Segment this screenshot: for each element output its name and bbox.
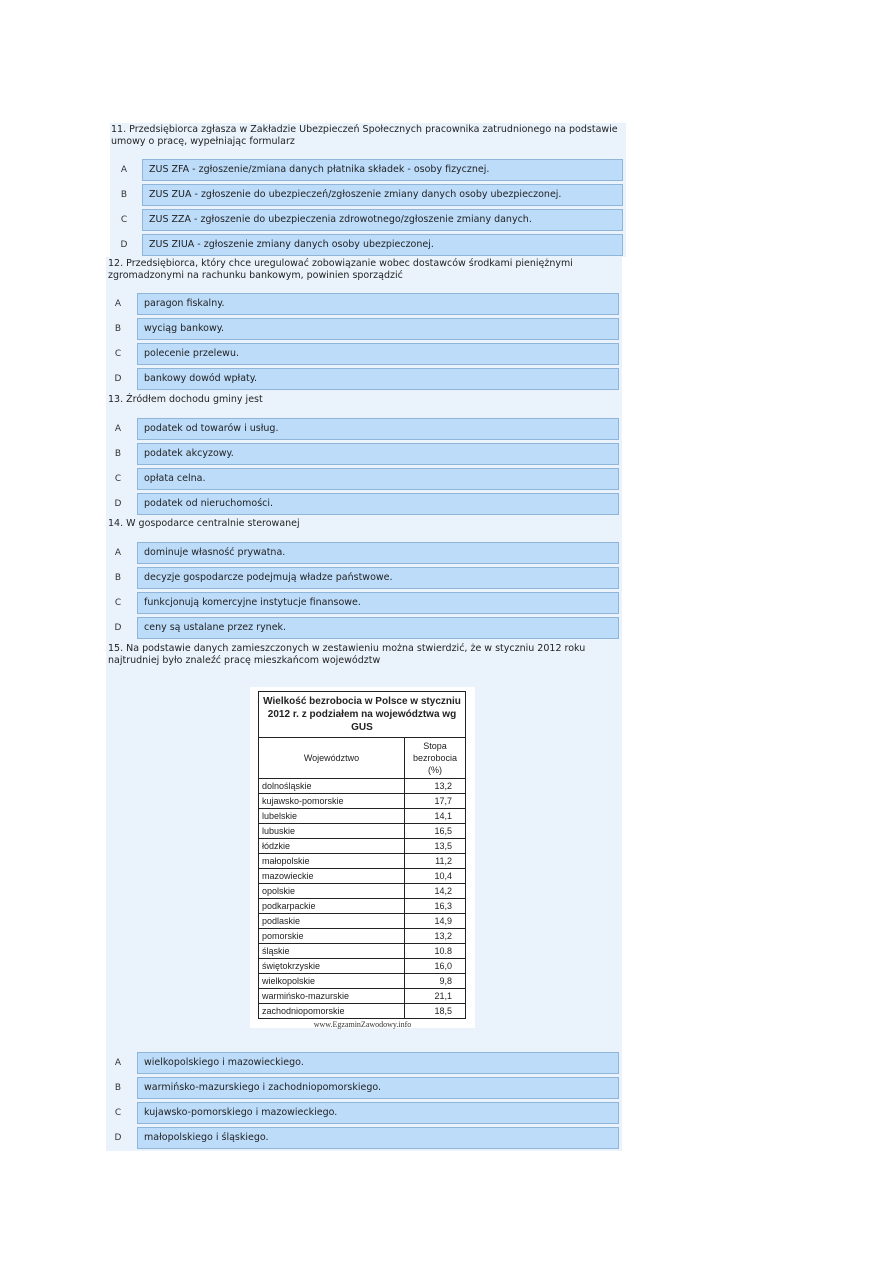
option-text: paragon fiskalny. [137, 293, 619, 315]
table-cell-region: śląskie [259, 944, 405, 959]
table-row [259, 974, 466, 989]
table-row [259, 809, 466, 824]
table-cell-region: podkarpackie [259, 899, 405, 914]
table-cell-region: mazowieckie [259, 869, 405, 884]
question-15-option-c[interactable] [108, 1102, 619, 1124]
question-12-option-a[interactable] [108, 293, 619, 315]
option-letter: B [120, 190, 128, 200]
question-12-option-d[interactable] [108, 368, 619, 390]
option-text: ZUS ZIUA - zgłoszenie zmiany danych osoby ubezpieczonej. [142, 234, 623, 256]
table-cell-rate: 16,3 [405, 899, 466, 914]
table-header-region: Województwo [259, 738, 405, 779]
option-text: wyciąg bankowy. [137, 318, 619, 340]
option-letter: A [120, 165, 128, 175]
table-row [259, 959, 466, 974]
option-text: funkcjonują komercyjne instytucje finansowe. [137, 592, 619, 614]
table-row [259, 779, 466, 794]
table-header-rate: Stopa bezrobocia (%) [405, 738, 466, 779]
table-cell-region: podlaskie [259, 914, 405, 929]
unemployment-table [258, 691, 466, 1019]
option-letter: A [114, 1058, 122, 1068]
question-12-text: 12. Przedsiębiorca, który chce uregulować zobowiązanie wobec dostawców środkami pieniężnymi zgromadzonymi na rachunku bankowym, powinien sporządzić [108, 258, 573, 281]
option-letter: D [114, 374, 122, 384]
question-11-option-d[interactable] [114, 234, 623, 256]
option-letter: C [114, 598, 122, 608]
table-title: Wielkość bezrobocia w Polsce w styczniu 2012 r. z podziałem na województwa wg GUS [259, 692, 466, 738]
option-text: warmińsko-mazurskiego i zachodniopomorskiego. [137, 1077, 619, 1099]
table-cell-region: dolnośląskie [259, 779, 405, 794]
option-letter: D [114, 1133, 122, 1143]
table-cell-rate: 14,9 [405, 914, 466, 929]
option-text: kujawsko-pomorskiego i mazowieckiego. [137, 1102, 619, 1124]
option-text: bankowy dowód wpłaty. [137, 368, 619, 390]
question-11-text: 11. Przedsiębiorca zgłasza w Zakładzie Ubezpieczeń Społecznych pracownika zatrudnionego na podstawie umowy o pracę, wypełniając formularz [111, 124, 618, 147]
question-13-option-a[interactable] [108, 418, 619, 440]
option-text: podatek od towarów i usług. [137, 418, 619, 440]
option-text: ZUS ZFA - zgłoszenie/zmiana danych płatnika składek - osoby fizycznej. [142, 159, 623, 181]
option-letter: B [114, 573, 122, 583]
option-text: decyzje gospodarcze podejmują władze państwowe. [137, 567, 619, 589]
option-letter: C [114, 349, 122, 359]
table-cell-rate: 13,5 [405, 839, 466, 854]
option-letter: C [114, 1108, 122, 1118]
option-text: ZUS ZUA - zgłoszenie do ubezpieczeń/zgłoszenie zmiany danych osoby ubezpieczonej. [142, 184, 623, 206]
table-cell-rate: 14,2 [405, 884, 466, 899]
option-text: podatek od nieruchomości. [137, 493, 619, 515]
table-row [259, 914, 466, 929]
table-row [259, 944, 466, 959]
table-cell-rate: 14,1 [405, 809, 466, 824]
question-14-option-c[interactable] [108, 592, 619, 614]
option-letter: B [114, 324, 122, 334]
question-12-option-c[interactable] [108, 343, 619, 365]
table-row [259, 899, 466, 914]
unemployment-table-figure [250, 687, 475, 1028]
table-row [259, 884, 466, 899]
table-cell-rate: 9,8 [405, 974, 466, 989]
option-letter: B [114, 1083, 122, 1093]
option-letter: A [114, 548, 122, 558]
question-14-text: 14. W gospodarce centralnie sterowanej [108, 518, 300, 529]
question-11-option-a[interactable] [114, 159, 623, 181]
table-cell-region: pomorskie [259, 929, 405, 944]
table-row [259, 989, 466, 1004]
table-cell-region: lubuskie [259, 824, 405, 839]
option-text: małopolskiego i śląskiego. [137, 1127, 619, 1149]
question-14-option-a[interactable] [108, 542, 619, 564]
question-15-option-a[interactable] [108, 1052, 619, 1074]
table-cell-region: opolskie [259, 884, 405, 899]
table-row [259, 824, 466, 839]
question-15-option-b[interactable] [108, 1077, 619, 1099]
table-cell-rate: 13,2 [405, 929, 466, 944]
question-14-option-b[interactable] [108, 567, 619, 589]
question-15-option-d[interactable] [108, 1127, 619, 1149]
option-text: polecenie przelewu. [137, 343, 619, 365]
table-cell-rate: 17,7 [405, 794, 466, 809]
question-14-option-d[interactable] [108, 617, 619, 639]
option-text: ceny są ustalane przez rynek. [137, 617, 619, 639]
table-cell-rate: 11,2 [405, 854, 466, 869]
table-cell-rate: 13,2 [405, 779, 466, 794]
question-13-option-c[interactable] [108, 468, 619, 490]
table-cell-region: kujawsko-pomorskie [259, 794, 405, 809]
option-letter: C [120, 215, 128, 225]
table-row [259, 929, 466, 944]
option-text: ZUS ZZA - zgłoszenie do ubezpieczenia zdrowotnego/zgłoszenie zmiany danych. [142, 209, 623, 231]
table-cell-region: zachodniopomorskie [259, 1004, 405, 1019]
option-text: podatek akcyzowy. [137, 443, 619, 465]
question-11-option-b[interactable] [114, 184, 623, 206]
table-cell-rate: 10,4 [405, 869, 466, 884]
option-text: dominuje własność prywatna. [137, 542, 619, 564]
table-cell-region: warmińsko-mazurskie [259, 989, 405, 1004]
table-cell-region: wielkopolskie [259, 974, 405, 989]
table-cell-rate: 16,0 [405, 959, 466, 974]
option-letter: D [114, 623, 122, 633]
watermark-text: www.EgzaminZawodowy.info [313, 1020, 412, 1029]
question-12-option-b[interactable] [108, 318, 619, 340]
option-text: wielkopolskiego i mazowieckiego. [137, 1052, 619, 1074]
option-letter: D [114, 499, 122, 509]
option-letter: B [114, 449, 122, 459]
table-cell-region: małopolskie [259, 854, 405, 869]
table-cell-rate: 10.8 [405, 944, 466, 959]
table-cell-rate: 18,5 [405, 1004, 466, 1019]
question-13-option-d[interactable] [108, 493, 619, 515]
option-letter: D [120, 240, 128, 250]
table-row [259, 869, 466, 884]
option-letter: C [114, 474, 122, 484]
table-row [259, 1004, 466, 1019]
table-cell-region: świętokrzyskie [259, 959, 405, 974]
table-cell-region: lubelskie [259, 809, 405, 824]
option-letter: A [114, 299, 122, 309]
question-11-option-c[interactable] [114, 209, 623, 231]
table-cell-rate: 21,1 [405, 989, 466, 1004]
table-row [259, 839, 466, 854]
option-text: opłata celna. [137, 468, 619, 490]
question-13-option-b[interactable] [108, 443, 619, 465]
question-15-text: 15. Na podstawie danych zamieszczonych w zestawieniu można stwierdzić, że w styczniu 2012 roku najtrudniej było znaleźć pracę mieszkańcom województw [108, 643, 586, 666]
table-cell-rate: 16,5 [405, 824, 466, 839]
option-letter: A [114, 424, 122, 434]
question-13-text: 13. Źródłem dochodu gminy jest [108, 394, 263, 405]
table-cell-region: łódzkie [259, 839, 405, 854]
table-row [259, 794, 466, 809]
table-row [259, 854, 466, 869]
